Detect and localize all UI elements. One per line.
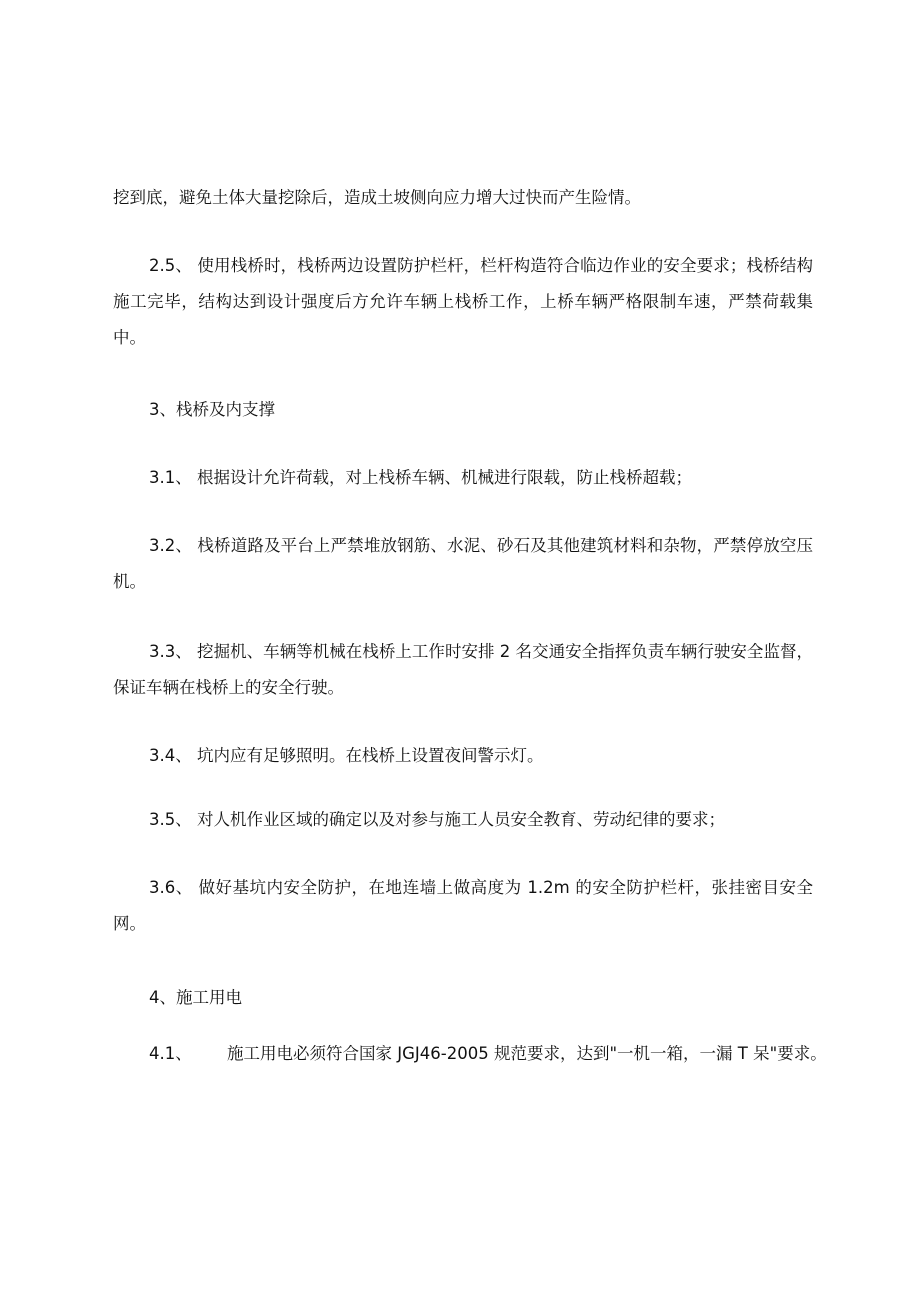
paragraph-3-4: 3.4、 坑内应有足够照明。在栈桥上设置夜间警示灯。	[149, 746, 544, 765]
paragraph-3-2: 3.2、 栈桥道路及平台上严禁堆放钢筋、水泥、砂石及其他建筑材料和杂物，严禁停放空压机。	[113, 536, 813, 591]
item-number: 4.1、	[149, 1044, 192, 1063]
paragraph-3-1: 3.1、 根据设计允许荷载，对上栈桥车辆、机械进行限载，防止栈桥超载；	[149, 468, 692, 487]
paragraph-3-5: 3.5、 对人机作业区域的确定以及对参与施工人员安全教育、劳动纪律的要求；	[149, 810, 725, 829]
paragraph-excavation-end: 挖到底，避免土体大量挖除后，造成土坡侧向应力增大过快而产生险情。	[113, 188, 641, 207]
paragraph-2-5: 2.5、 使用栈桥时，栈桥两边设置防护栏杆，栏杆构造符合临边作业的安全要求；栈桥结构施工完毕，结构达到设计强度后方允许车辆上栈桥工作，上桥车辆严格限制车速，严禁荷载集中。	[113, 256, 813, 347]
item-text: 施工用电必须符合国家 JGJ46-2005 规范要求，达到"一机一箱，一漏 T 呆"要求。	[227, 1044, 827, 1063]
paragraph-3-6: 3.6、 做好基坑内安全防护，在地连墙上做高度为 1.2m 的安全防护栏杆，张挂密目安全网。	[113, 878, 813, 933]
heading-section-4: 4、施工用电	[149, 988, 242, 1007]
paragraph-3-3: 3.3、 挖掘机、车辆等机械在栈桥上工作时安排 2 名交通安全指挥负责车辆行驶安全监督，保证车辆在栈桥上的安全行驶。	[113, 642, 813, 697]
heading-section-3: 3、栈桥及内支撑	[149, 400, 275, 419]
paragraph-4-1	[149, 1036, 827, 1072]
